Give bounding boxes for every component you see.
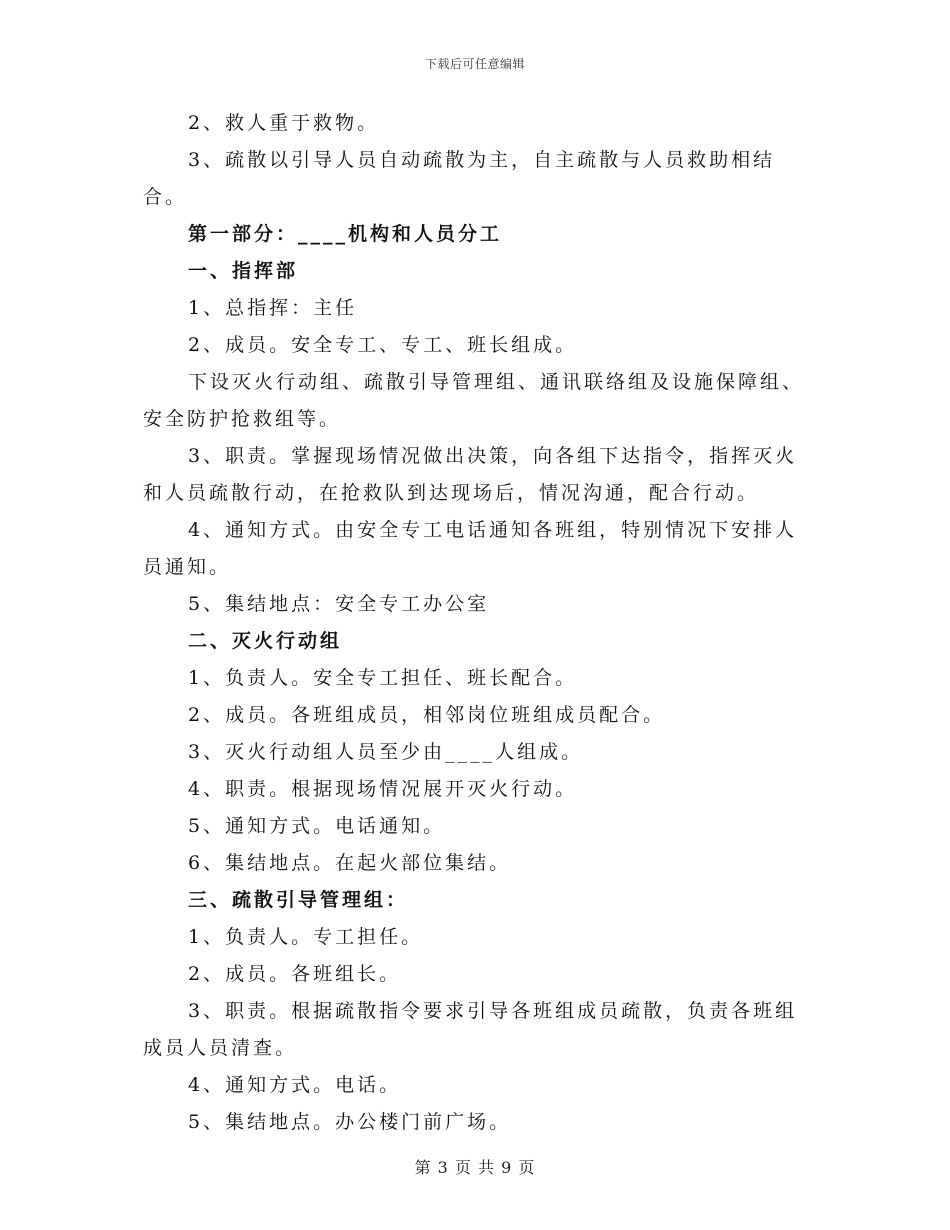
paragraph: 3、职责。掌握现场情况做出决策，向各组下达指令，指挥灭火和人员疏散行动，在抢救队到达现场后，情况沟通，配合行动。 xyxy=(143,445,798,504)
paragraph: 3、疏散以引导人员自动疏散为主，自主疏散与人员救助相结合。 xyxy=(143,149,776,208)
paragraph: 3、灭火行动组人员至少由____人组成。 xyxy=(188,741,584,763)
paragraph: 4、职责。根据现场情况展开灭火行动。 xyxy=(188,778,578,800)
paragraph: 4、通知方式。由安全专工电话通知各班组，特别情况下安排人员通知。 xyxy=(143,519,798,578)
paragraph: 1、负责人。安全专工担任、班长配合。 xyxy=(188,667,578,689)
document-body xyxy=(143,105,808,1141)
paragraph: 下设灭火行动组、疏散引导管理组、通讯联络组及设施保障组、安全防护抢救组等。 xyxy=(143,371,805,430)
paragraph: 2、成员。各班组长。 xyxy=(188,963,402,985)
page-header: 下载后可任意编辑 xyxy=(424,57,525,71)
paragraph: 2、救人重于救物。 xyxy=(188,112,380,134)
section-heading: 二、灭火行动组 xyxy=(188,630,343,652)
paragraph: 2、成员。安全专工、专工、班长组成。 xyxy=(188,334,578,356)
paragraph: 1、负责人。专工担任。 xyxy=(188,926,424,948)
paragraph: 4、通知方式。电话。 xyxy=(188,1074,402,1096)
paragraph: 5、集结地点。办公楼门前广场。 xyxy=(188,1111,512,1133)
page-number-footer: 第 3 页 共 9 页 xyxy=(414,1158,536,1177)
paragraph: 5、通知方式。电话通知。 xyxy=(188,815,446,837)
paragraph: 6、集结地点。在起火部位集结。 xyxy=(188,852,512,874)
section-heading: 一、指挥部 xyxy=(188,260,299,282)
paragraph: 1、总指挥：主任 xyxy=(188,297,358,319)
section-heading: 三、疏散引导管理组： xyxy=(188,889,409,911)
paragraph: 5、集结地点：安全专工办公室 xyxy=(188,593,490,615)
paragraph: 2、成员。各班组成员，相邻岗位班组成员配合。 xyxy=(188,704,666,726)
paragraph: 3、职责。根据疏散指令要求引导各班组成员疏散，负责各班组成员人员清查。 xyxy=(143,1000,798,1059)
section-heading: 第一部分：____机构和人员分工 xyxy=(188,223,503,245)
